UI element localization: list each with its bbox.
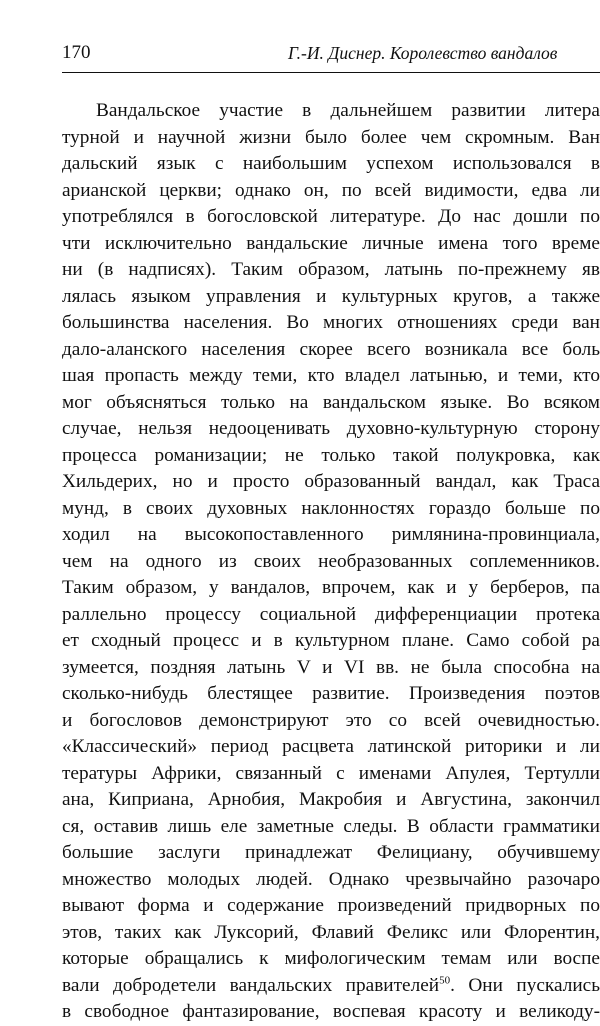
- text-line: Вандальское участие в дальнейшем развитии литера: [96, 100, 600, 121]
- page-number: 170: [62, 42, 91, 63]
- text-line: этов, таких как Луксорий, Флавий Феликс или Флорентин,: [62, 921, 600, 943]
- text-line: употреблялся в богословской литературе. До нас дошли по: [62, 206, 600, 227]
- text-line: и богословов демонстрируют это со всей очевидностью.: [62, 709, 600, 731]
- text-line: большие заслуги принадлежат Фелициану, обучившему: [62, 842, 600, 863]
- text-line: дальский язык с наибольшим успехом использовался в: [62, 153, 600, 174]
- text-line: множество молодых людей. Однако чрезвычайно разочаро: [62, 868, 600, 890]
- text-line: ходил на высокопоставленного римлянина-провинциала,: [62, 524, 600, 545]
- text-line: в свободное фантазирование, воспевая красоту и великоду-: [62, 1001, 600, 1022]
- text-line: дало-аланского населения скорее всего возникала все боль: [62, 338, 600, 360]
- text-line-with-footnote: [62, 973, 600, 1000]
- text-line: шая пропасть между теми, кто владел латынью, и теми, кто: [62, 365, 600, 386]
- text-line-head: вали добродетели вандальских правителей: [62, 974, 440, 996]
- running-title: Г.-И. Диснер. Королевство вандалов: [288, 43, 558, 63]
- text-line: мог объясняться только на вандальском языке. Во всяком: [62, 391, 600, 413]
- text-line: лялась языком управления и культурных кругов, а также: [62, 285, 600, 307]
- text-line: большинства населения. Во многих отношениях среди ван: [62, 312, 600, 333]
- text-line: Хильдерих, но и просто образованный вандал, как Траса: [62, 471, 600, 492]
- text-line: «Классический» период расцвета латинской риторики и ли: [62, 736, 600, 757]
- text-line: чем на одного из своих необразованных соплеменников.: [62, 550, 600, 572]
- text-line: раллельно процессу социальной дифференциации протека: [62, 603, 600, 625]
- text-line-tail: . Они пускались: [450, 974, 600, 996]
- text-line: арианской церкви; однако он, по всей видимости, едва ли: [62, 179, 600, 201]
- text-line: вывают форма и содержание произведений придворных по: [62, 895, 600, 916]
- running-head: [62, 41, 600, 71]
- text-line: случае, нельзя недооценивать духовно-культурную сторону: [62, 418, 600, 439]
- text-line: ся, оставив лишь еле заметные следы. В области грамматики: [62, 815, 600, 837]
- text-line: ет сходный процесс и в культурном плане. Само собой ра: [62, 630, 600, 651]
- text-line: турной и научной жизни было более чем скромным. Ван: [62, 126, 600, 148]
- text-line: ни (в надписях). Таким образом, латынь по-прежнему яв: [62, 259, 600, 280]
- text-line: чти исключительно вандальские личные имена того време: [62, 232, 600, 254]
- header-rule: [62, 72, 600, 73]
- text-line: ана, Киприана, Арнобия, Макробия и Августина, закончил: [62, 789, 600, 810]
- text-line: тературы Африки, связанный с именами Апулея, Тертулли: [62, 762, 600, 784]
- body-text: [62, 98, 600, 1026]
- text-line: зумеется, поздняя латынь V и VI вв. не была способна на: [62, 656, 600, 678]
- text-line: которые обращались к мифологическим темам или воспе: [62, 948, 600, 969]
- text-line: процесса романизации; не только такой полукровка, как: [62, 444, 600, 466]
- text-line: Таким образом, у вандалов, впрочем, как и у берберов, па: [62, 577, 600, 598]
- footnote-reference[interactable]: 50: [439, 974, 451, 987]
- text-line: сколько-нибудь блестящее развитие. Произведения поэтов: [62, 683, 600, 704]
- text-line: мунд, в своих духовных наклонностях гораздо больше по: [62, 497, 600, 519]
